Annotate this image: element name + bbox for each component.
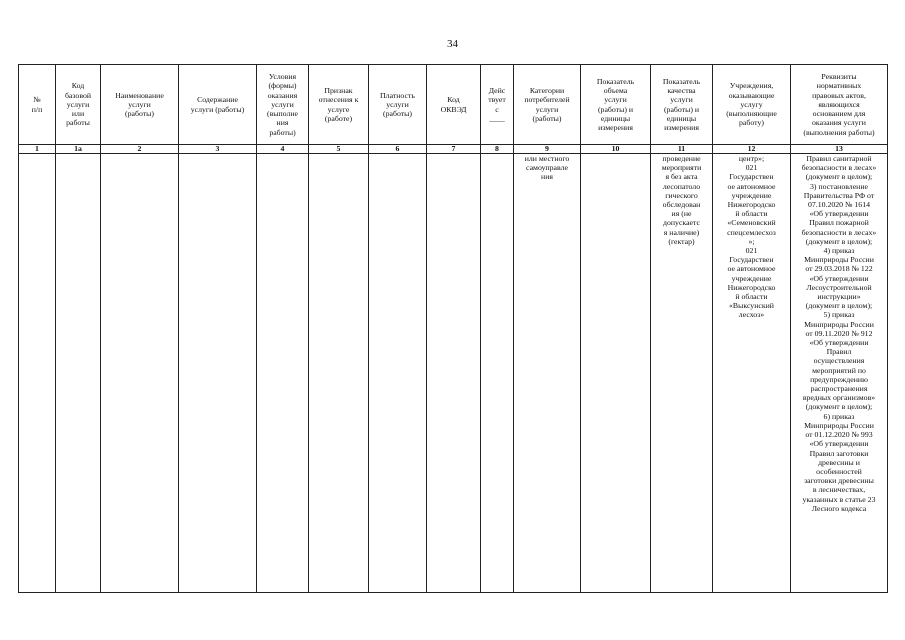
cell-text-line: Минприроды России <box>804 319 874 329</box>
cell-text-line: 4) приказ <box>823 246 855 256</box>
column-number: 5 <box>336 144 341 153</box>
cell-text-line: Государствен <box>729 255 774 265</box>
column-number-cell-8 <box>427 145 481 154</box>
cell-text-line: Нижегородско <box>727 282 776 292</box>
column-number: 10 <box>611 144 620 153</box>
cell-text-line: лесопатоло <box>662 181 701 191</box>
header-text: Показатель <box>596 76 635 86</box>
header-text: услуги <box>128 99 151 109</box>
cell-text-line: мероприяти <box>661 163 702 173</box>
cell-text-line: «Об утверждении <box>809 439 869 449</box>
cell-text-line: безопасности в лесах» <box>801 163 877 173</box>
header-text: оказания услуги <box>812 118 866 128</box>
table-cell-3 <box>101 154 179 593</box>
header-text: (выполне <box>266 109 298 119</box>
table-cell-4 <box>179 154 257 593</box>
header-text: Дейс <box>488 86 506 96</box>
cell-text-line: предупреждению <box>810 374 868 384</box>
table-cell-9 <box>481 154 514 593</box>
header-cell-14 <box>791 65 888 145</box>
header-text: работы) <box>269 127 296 137</box>
header-text: услуги <box>66 99 90 109</box>
column-number: 7 <box>451 144 456 153</box>
cell-text-line: (гектар) <box>668 236 695 246</box>
cell-text-line: осуществления <box>813 356 865 366</box>
header-text: основанием для <box>812 109 866 119</box>
header-text: услуги <box>271 99 294 109</box>
cell-text-line: «Об утверждении <box>809 273 869 283</box>
header-text: с <box>495 104 499 114</box>
header-text: ОКВЭД <box>440 104 467 114</box>
column-number: 6 <box>395 144 400 153</box>
cell-text-line: я без акта <box>665 172 698 182</box>
header-cell-13 <box>713 65 791 145</box>
header-text: услугу <box>740 99 763 109</box>
header-cell-9 <box>481 65 514 145</box>
header-text: (работе) <box>324 113 353 123</box>
header-text: услуги <box>386 99 409 109</box>
header-text: единицы <box>600 113 631 123</box>
cell-text-line: 021 <box>745 163 758 173</box>
cell-text-line: ния <box>541 172 553 182</box>
column-number: 2 <box>137 144 142 153</box>
cell-text-line: (документ в целом); <box>805 301 873 311</box>
cell-text-line: Правил пожарной <box>809 218 869 228</box>
header-text: являющихся <box>818 99 860 109</box>
cell-text-line: проведение <box>662 154 701 163</box>
header-text: Категории <box>529 86 565 96</box>
header-cell-4 <box>179 65 257 145</box>
column-number: 8 <box>495 144 499 153</box>
header-cell-12 <box>651 65 713 145</box>
header-text: Показатель <box>662 76 701 86</box>
header-text: Код <box>447 95 460 105</box>
table-cell-13 <box>713 154 791 593</box>
cell-text-line: Лесоустроительной <box>806 282 872 292</box>
table-cell-14 <box>791 154 888 593</box>
cell-text-line: й области <box>735 292 768 302</box>
column-number-cell-2 <box>56 145 101 154</box>
header-text: (выполняющие <box>726 109 777 119</box>
header-text: (формы) <box>268 81 297 91</box>
column-number: 11 <box>677 144 686 153</box>
header-text: Признак <box>324 86 353 96</box>
header-cell-8 <box>427 65 481 145</box>
header-text: Учреждения, <box>729 81 774 91</box>
column-number-cell-3 <box>101 145 179 154</box>
cell-text-line: или местного <box>524 154 570 163</box>
header-text: (работы) и <box>597 104 634 114</box>
table-cell-12 <box>651 154 713 593</box>
table-row <box>19 154 888 593</box>
header-cell-5 <box>257 65 309 145</box>
cell-text-line: Правил санитарной <box>806 154 872 163</box>
cell-text-line: Правил заготовки <box>809 448 869 458</box>
cell-text-line: безопасности в лесах» <box>801 227 877 237</box>
header-cell-6 <box>309 65 369 145</box>
table-cell-8 <box>427 154 481 593</box>
header-text: (работы) <box>383 109 412 119</box>
cell-text-line: древесины и <box>818 457 860 467</box>
cell-text-line: гического <box>665 190 698 200</box>
header-text: Платность <box>380 90 415 100</box>
cell-text-line: (документ в целом); <box>805 236 873 246</box>
cell-text-line: спецсемлесхоз <box>727 227 776 237</box>
column-number-cell-7 <box>369 145 427 154</box>
cell-text-line: учреждение <box>731 190 772 200</box>
header-text: услуги <box>604 95 627 105</box>
header-text: (работы) и <box>663 104 700 114</box>
cell-text-line: «Выксунский <box>729 301 774 311</box>
cell-text-line: Государствен <box>729 172 774 182</box>
header-text: п/п <box>31 104 43 114</box>
header-text: нормативных <box>816 81 862 91</box>
column-number: 3 <box>215 144 220 153</box>
regulation-table <box>18 64 888 593</box>
column-number: 1а <box>74 144 82 153</box>
cell-text-line: особенностей <box>816 466 862 476</box>
cell-text-line: учреждение <box>731 273 772 283</box>
header-text: базовой <box>64 90 92 100</box>
header-text: Код <box>71 81 85 91</box>
column-number-cell-11 <box>581 145 651 154</box>
header-cell-1 <box>19 65 56 145</box>
cell-text-line: «Об утверждении <box>809 338 869 348</box>
header-text: Реквизиты <box>821 72 857 82</box>
header-text: работу) <box>739 118 764 128</box>
cell-text-line: Нижегородско <box>727 200 776 210</box>
header-text: измерения <box>664 122 699 132</box>
header-text: единицы <box>666 113 697 123</box>
header-text: услуге <box>327 104 350 114</box>
header-text: услуги <box>670 95 693 105</box>
cell-text-line: лесхоз» <box>738 310 765 320</box>
cell-text-line: инструкции» <box>817 292 861 302</box>
header-text: оказывающие <box>728 90 775 100</box>
cell-text-line: я наличие) <box>663 227 700 237</box>
cell-text-line: й области <box>735 209 768 219</box>
header-text: Наименование <box>115 90 164 100</box>
header-text: твует <box>488 95 506 105</box>
header-text: № <box>33 95 41 105</box>
cell-text-line: »; <box>748 236 755 246</box>
header-text: услуги <box>535 104 559 114</box>
header-cell-7 <box>369 65 427 145</box>
table-cell-5 <box>257 154 309 593</box>
cell-text-line: Минприроды России <box>804 255 874 265</box>
column-number-cell-4 <box>179 145 257 154</box>
cell-text-line: (документ в целом); <box>805 402 873 412</box>
cell-text-line: 6) приказ <box>823 411 855 421</box>
column-number-cell-14 <box>791 145 888 154</box>
header-text: услуги (работы) <box>190 104 245 114</box>
column-number-cell-13 <box>713 145 791 154</box>
header-row <box>19 65 888 145</box>
header-text: измерения <box>598 122 633 132</box>
cell-text-line: от 01.12.2020 № 993 <box>805 430 873 440</box>
header-text: качества <box>667 86 696 96</box>
column-number: 12 <box>747 144 756 153</box>
cell-text-line: Правительства РФ от <box>803 190 875 200</box>
column-number-row <box>19 145 888 154</box>
cell-text-line: 07.10.2020 № 1614 <box>807 200 871 210</box>
cell-text-line: допускаетс <box>663 218 700 228</box>
page-number: 34 <box>447 38 458 50</box>
column-number: 1 <box>35 144 39 153</box>
header-text: оказания <box>267 90 298 100</box>
cell-text-line: (документ в целом); <box>805 172 873 182</box>
column-number-cell-5 <box>257 145 309 154</box>
cell-text-line: обследован <box>662 200 701 210</box>
cell-text-line: ое автономное <box>727 264 776 274</box>
header-text: Содержание <box>197 95 238 105</box>
cell-text-line: ое автономное <box>727 181 776 191</box>
cell-text-line: Правил <box>826 347 852 357</box>
header-text: правовых актов, <box>812 90 866 100</box>
cell-text-line: вредных организмов» <box>802 393 876 403</box>
header-text: потребителей <box>524 95 570 105</box>
cell-text-line: от 29.03.2018 № 122 <box>805 264 873 274</box>
header-text: объема <box>603 86 628 96</box>
header-cell-10 <box>514 65 581 145</box>
table-cell-1 <box>19 154 56 593</box>
header-text: (работы) <box>532 113 562 123</box>
column-number-cell-12 <box>651 145 713 154</box>
header-text: (выполнения работы) <box>803 127 875 137</box>
column-number: 13 <box>835 144 843 153</box>
column-number: 9 <box>545 144 549 153</box>
table-cell-10 <box>514 154 581 593</box>
column-number-cell-6 <box>309 145 369 154</box>
cell-text-line: распространения <box>810 384 868 394</box>
table-cell-6 <box>309 154 369 593</box>
cell-text-line: от 09.11.2020 № 912 <box>805 328 873 338</box>
column-number: 4 <box>280 144 285 153</box>
table-cell-2 <box>56 154 101 593</box>
cell-text-line: Минприроды России <box>804 420 874 430</box>
cell-text-line: 5) приказ <box>823 310 855 320</box>
header-cell-3 <box>101 65 179 145</box>
cell-text-line: заготовки древесины <box>804 476 874 486</box>
cell-text-line: в лесничествах, <box>812 485 866 495</box>
header-text: отнесения к <box>318 95 359 105</box>
column-number-cell-9 <box>481 145 514 154</box>
table-cell-7 <box>369 154 427 593</box>
column-number-cell-1 <box>19 145 56 154</box>
header-cell-11 <box>581 65 651 145</box>
header-text: (работы) <box>125 109 154 119</box>
cell-text-line: мероприятий по <box>812 365 866 375</box>
cell-text-line: ия (не <box>671 209 692 219</box>
table-cell-11 <box>581 154 651 593</box>
cell-text-line: центр»; <box>738 154 765 163</box>
cell-text-line: 3) постановление <box>810 181 868 191</box>
cell-text-line: «Семеновский <box>727 218 776 228</box>
header-text: ____ <box>489 113 505 123</box>
header-text: или <box>71 109 85 119</box>
header-text: работы <box>66 118 90 128</box>
cell-text-line: 021 <box>745 246 758 256</box>
header-text: Условия <box>268 72 297 82</box>
header-cell-2 <box>56 65 101 145</box>
cell-text-line: «Об утверждении <box>809 209 869 219</box>
column-number-cell-10 <box>514 145 581 154</box>
header-text: ния <box>276 118 289 128</box>
cell-text-line: указанных в статье 23 <box>802 494 876 504</box>
cell-text-line: самоуправле <box>526 163 568 173</box>
cell-text-line: Лесного кодекса <box>811 503 867 513</box>
